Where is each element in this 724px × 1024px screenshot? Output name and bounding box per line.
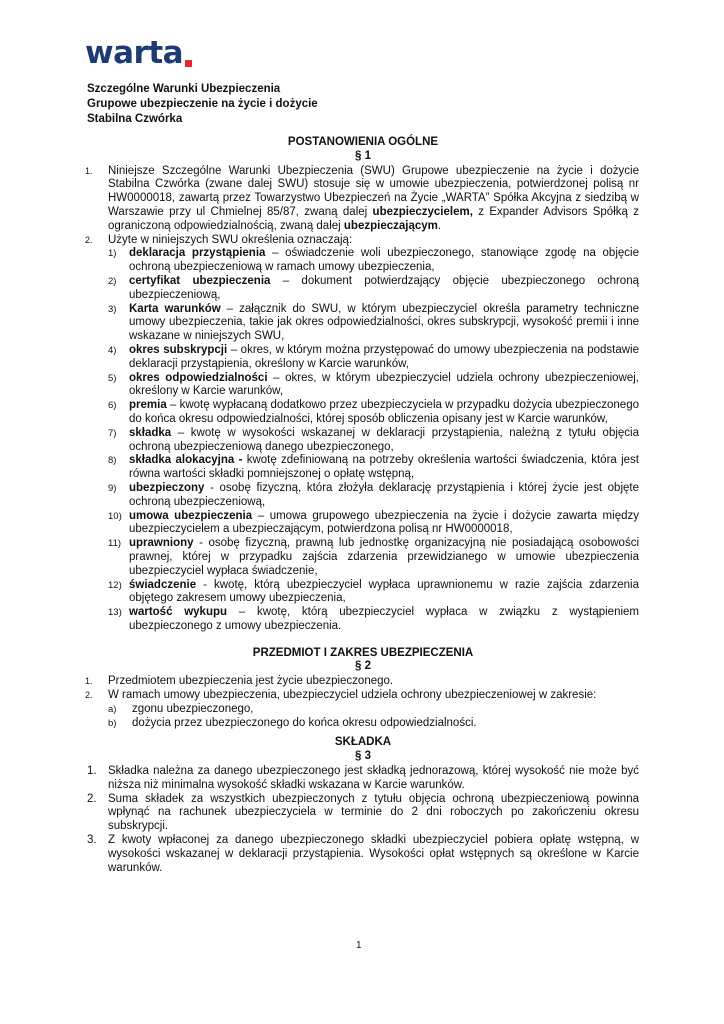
definition-num: 11): [108, 538, 122, 550]
spacer: [87, 634, 639, 647]
s1-item-1-bold-b: ubezpieczającym: [343, 219, 438, 232]
s3-item: [87, 765, 639, 793]
definition-item: [87, 510, 639, 538]
s3-item-num: 1.: [87, 765, 97, 778]
definition-term: deklaracja przystąpienia: [129, 247, 266, 260]
definition-item: [87, 275, 639, 303]
definition-desc: – oświadczenie woli ubezpieczonego, stanowiące zgodę na objęcie ochroną ubezpieczeniową w ramach umowy ubezpieczenia,: [129, 247, 639, 274]
s2-item-1-num: 1.: [85, 676, 93, 687]
definition-num: 8): [108, 455, 117, 467]
definition-term: uprawniony: [129, 537, 194, 550]
definitions-list: [87, 247, 639, 633]
definition-item: [87, 606, 639, 634]
s3-item-text: Suma składek za wszystkich ubezpieczonych z tytułu objęcia ochroną ubezpieczeniową powinna wpłynąć na rachunek ubezpieczyciela w terminie do 2 dni roboczych po zakończeniu okresu subskrypcji.: [108, 792, 639, 833]
definition-desc: – załącznik do SWU, w którym ubezpieczyciel określa parametry techniczne umowy ubezpieczenia, takie jak okres odpowiedzialności, okres subskrypcji, wysokość premii i inne wskazane w niniejszych SWU,: [129, 302, 640, 343]
s2-scope-b-num: b): [108, 717, 117, 729]
definition-item: [87, 427, 639, 455]
definition-desc: - osobę fizyczną, prawną lub jednostkę organizacyjną nie posiadającą osobowości prawnej, której w przypadku zajścia zdarzenia przewidzianego w umowie ubezpieczenia ubezpieczyciel wypłaca świadczenie,: [129, 537, 639, 577]
definition-item: [87, 537, 639, 578]
definition-desc: – okres, w którym ubezpieczyciel udziela ochrony ubezpieczeniowej, określony w Karcie warunków,: [129, 371, 639, 398]
definition-num: 13): [108, 607, 122, 619]
definition-desc: – umowa grupowego ubezpieczenia na życie i dożycie zawarta między ubezpieczycielem a ubezpieczającym, potwierdzona polisą nr HW0000018,: [129, 509, 639, 536]
s3-item-num: 2.: [87, 792, 97, 805]
definition-num: 7): [108, 427, 117, 439]
definition-num: 12): [108, 579, 122, 591]
s1-item-2-text: Użyte w niniejszych SWU określenia oznaczają:: [108, 233, 353, 246]
s2-item-1: [87, 675, 639, 689]
definition-num: 10): [108, 510, 122, 522]
definition-item: [87, 399, 639, 427]
definition-term: świadczenie: [129, 578, 197, 591]
s2-item-2: [87, 689, 639, 703]
definition-term: Karta warunków: [129, 302, 221, 315]
definition-item: [87, 344, 639, 372]
s1-item-1-num: 1.: [85, 165, 93, 176]
definition-item: [87, 303, 639, 344]
definition-desc: kwotę zdefiniowaną na potrzeby określenia wartości świadczenia, która jest równa wartości składki pomniejszonej o opłatę wstępną,: [129, 454, 639, 481]
definition-term: składka: [129, 426, 172, 439]
definition-num: 6): [108, 400, 117, 412]
s1-item-1: [87, 165, 639, 234]
logo-text: warta: [85, 35, 184, 71]
definition-item: [87, 482, 639, 510]
s2-scope-b-text: dożycia przez ubezpieczonego do końca okresu odpowiedzialności.: [132, 716, 477, 729]
definition-term: premia: [129, 399, 167, 412]
definition-num: 9): [108, 482, 117, 494]
definition-num: 5): [108, 372, 117, 384]
s1-item-1-text-b: z Expander Advisors Spółką z ograniczoną odpowiedzialnością, zwaną dalej: [108, 205, 639, 232]
definition-desc: - osobę fizyczną, która złożyła deklarację przystąpienia i której życie jest objęte ochroną ubezpieczeniową,: [129, 481, 639, 508]
s2-scope-b: [87, 717, 639, 731]
definition-desc: - kwotę, którą ubezpieczyciel wypłaca uprawnionemu w razie zajścia zdarzenia objętego zakresem umowy ubezpieczenia,: [129, 578, 639, 605]
s2-item-1-text: Przedmiotem ubezpieczenia jest życie ubezpieczonego.: [108, 675, 394, 688]
s2-scope-a-text: zgonu ubezpieczonego,: [132, 702, 254, 715]
definition-term: umowa ubezpieczenia: [129, 509, 253, 522]
definition-desc: – kwotę, którą ubezpieczyciel wypłaca w związku z wystąpieniem ubezpieczonego z umowy ubezpieczenia.: [129, 606, 639, 632]
definition-item: [87, 454, 639, 482]
definition-item: [87, 247, 639, 275]
logo-dot-icon: [185, 60, 192, 67]
definition-item: [87, 579, 639, 607]
definition-item: [87, 372, 639, 400]
s3-item-num: 3.: [87, 834, 97, 847]
s1-item-1-text-c: .: [437, 219, 442, 232]
page-number: 1: [356, 940, 362, 951]
definition-desc: – dokument potwierdzający objęcie ubezpieczonego ochroną ubezpieczeniową,: [129, 274, 639, 301]
s1-item-2-num: 2.: [85, 234, 93, 245]
definition-desc: – kwotę w wysokości wskazanej w deklaracji przystąpienia, należną z tytułu objęcia ochroną ubezpieczeniową danego ubezpieczonego,: [129, 426, 639, 453]
s1-item-1-bold-a: ubezpieczycielem,: [372, 205, 473, 218]
s3-item-text: Składka należna za danego ubezpieczonego jest składką jednorazową, której wysokość nie może być niższa niż minimalna wysokość składki wskazana w Karcie warunków.: [108, 765, 639, 791]
definition-term: składka alokacyjna -: [129, 454, 243, 467]
s1-item-1-text-a: Niniejsze Szczególne Warunki Ubezpieczenia (SWU) Grupowe ubezpieczenie na życie i dożycie Stabilna Czwórka (zwane dalej SWU) stosuje się w umowie ubezpieczenia, potwierdzonej polisą nr HW0000018, zawartą przez Towarzystwo Ubezpieczeń na Życie „WARTA” Spółka Akcyjna z siedzibą w Warszawie przy ul Chmielnej 85/87, zwaną dalej: [108, 164, 639, 218]
definition-term: ubezpieczony: [129, 481, 205, 494]
definition-term: okres subskrypcji: [129, 343, 228, 356]
s3-item: [87, 793, 639, 834]
header-line-3: Stabilna Czwórka: [87, 113, 183, 125]
document-header: [87, 82, 318, 127]
s2-scope-a: [87, 703, 639, 717]
s3-item: [87, 834, 639, 875]
definition-num: 1): [108, 248, 117, 260]
definition-num: 4): [108, 344, 117, 356]
s3-item-text: Z kwoty wpłaconej za danego ubezpieczonego składki ubezpieczyciel pobiera opłatę wstępną, w wysokości wskazanej w deklaracji przystąpienia. Wysokości opłat wstępnych są określone w Karcie warunków.: [108, 834, 639, 874]
section-2-paragraph: § 2: [355, 660, 371, 673]
s2-item-2-num: 2.: [85, 690, 93, 701]
section-3-title: SKŁADKA: [334, 736, 392, 749]
s2-item-2-text: W ramach umowy ubezpieczenia, ubezpieczyciel udziela ochrony ubezpieczeniowej w zakresie:: [108, 689, 597, 702]
definition-desc: – okres, w którym można przystępować do umowy ubezpieczenia na podstawie deklaracji przystąpienia, określony w Karcie warunków,: [129, 343, 639, 370]
s2-scope-a-num: a): [108, 703, 117, 715]
definition-desc: – kwotę wypłacaną dodatkowo przez ubezpieczyciela w przypadku dożycia ubezpieczonego do końca okresu odpowiedzialności, której sposób obliczenia opisany jest w Karcie warunków,: [129, 399, 639, 425]
definition-term: wartość wykupu: [129, 606, 228, 619]
section-2-title: PRZEDMIOT I ZAKRES UBEZPIECZENIA: [252, 646, 474, 659]
section-1-title: POSTANOWIENIA OGÓLNE: [287, 136, 439, 148]
warta-logo: [85, 35, 192, 71]
definition-term: certyfikat ubezpieczenia: [129, 274, 271, 287]
definition-num: 2): [108, 275, 117, 287]
document-body: [87, 136, 639, 875]
s1-item-2: [87, 234, 639, 248]
header-line-2: Grupowe ubezpieczenie na życie i dożycie: [87, 98, 318, 110]
definition-num: 3): [108, 303, 117, 315]
definition-term: okres odpowiedzialności: [129, 371, 268, 384]
section-3-paragraph: § 3: [355, 750, 371, 763]
header-line-1: Szczególne Warunki Ubezpieczenia: [87, 83, 281, 95]
section-1-paragraph: § 1: [355, 149, 371, 162]
